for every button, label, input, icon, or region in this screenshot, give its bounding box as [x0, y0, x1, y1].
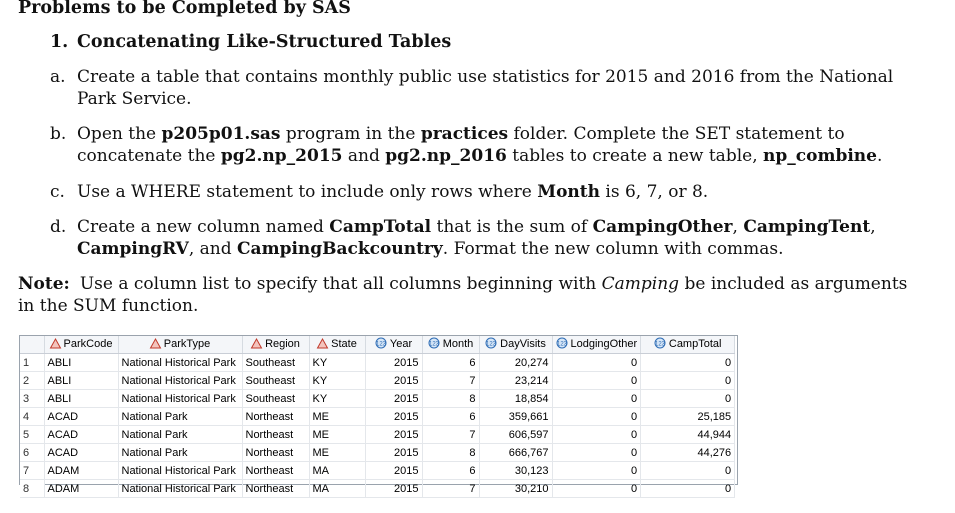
row-number: 6	[20, 444, 44, 462]
text-run: be included as arguments in the SUM function.	[18, 274, 908, 316]
step-b	[50, 123, 930, 167]
numeric-column-icon	[485, 337, 497, 352]
table-cell[interactable]: 6	[422, 354, 479, 372]
table-cell[interactable]: 7	[422, 480, 479, 498]
table-cell[interactable]: MA	[309, 462, 365, 480]
table-cell[interactable]: 0	[552, 372, 641, 390]
table-cell[interactable]: Southeast	[242, 390, 309, 408]
table-cell[interactable]: ME	[309, 444, 365, 462]
numeric-column-icon	[428, 337, 440, 352]
table-name-2016: pg2.np_2016	[385, 146, 507, 166]
text-run: , and	[188, 239, 238, 259]
step-d-text	[77, 216, 930, 260]
step-c-text	[77, 181, 930, 203]
svg-text:123: 123	[654, 341, 665, 348]
table-cell[interactable]: 44,276	[641, 444, 735, 462]
text-run: Use a WHERE statement to include only rows where	[77, 182, 538, 202]
table-cell[interactable]: 0	[552, 390, 641, 408]
table-cell[interactable]: 2015	[365, 408, 422, 426]
table-cell[interactable]: National Historical Park	[118, 390, 242, 408]
svg-text:123: 123	[486, 341, 497, 348]
table-cell[interactable]: 25,185	[641, 408, 735, 426]
table-cell[interactable]: ADAM	[44, 480, 118, 498]
character-column-icon	[251, 338, 262, 352]
table-cell[interactable]: 6	[422, 462, 479, 480]
table-row[interactable]	[20, 408, 735, 426]
table-cell[interactable]: Northeast	[242, 408, 309, 426]
table-cell[interactable]: 6	[422, 408, 479, 426]
table-cell[interactable]: Southeast	[242, 372, 309, 390]
table-cell[interactable]: 18,854	[479, 390, 552, 408]
table-cell[interactable]: 359,661	[479, 408, 552, 426]
table-row[interactable]	[20, 444, 735, 462]
table-cell[interactable]: 0	[552, 462, 641, 480]
column-name-campingother: CampingOther	[592, 217, 733, 237]
table-cell[interactable]: National Historical Park	[118, 480, 242, 498]
table-cell[interactable]: ABLI	[44, 372, 118, 390]
step-c	[50, 181, 930, 203]
column-name-campingtent: CampingTent	[743, 217, 871, 237]
column-name-campingrv: CampingRV	[77, 239, 189, 259]
row-number-header	[20, 336, 44, 354]
text-run: ,	[870, 217, 876, 237]
table-cell[interactable]: Northeast	[242, 480, 309, 498]
row-number: 8	[20, 480, 44, 498]
step-d-label: d.	[50, 217, 67, 237]
table-cell[interactable]: National Park	[118, 408, 242, 426]
row-number: 2	[20, 372, 44, 390]
row-number: 1	[20, 354, 44, 372]
row-number: 4	[20, 408, 44, 426]
page-title: Problems to be Completed by SAS	[18, 0, 351, 18]
filename-program: p205p01.sas	[161, 124, 281, 144]
table-cell[interactable]: 2015	[365, 426, 422, 444]
row-number: 7	[20, 462, 44, 480]
step-c-label: c.	[50, 182, 65, 202]
step-d	[50, 216, 930, 260]
character-column-icon	[50, 338, 61, 352]
table-cell[interactable]: 0	[552, 408, 641, 426]
step-a	[50, 66, 930, 110]
table-cell[interactable]: 2015	[365, 462, 422, 480]
column-header-dayvisits[interactable]: 123 DayVisits	[479, 336, 552, 354]
table-cell[interactable]: ME	[309, 426, 365, 444]
text-run: folder. Complete the SET statement to concatenate the	[77, 124, 845, 166]
camping-prefix: Camping	[601, 274, 680, 294]
row-number: 3	[20, 390, 44, 408]
table-cell[interactable]: 0	[552, 444, 641, 462]
header-row	[20, 336, 735, 354]
table-cell[interactable]: ME	[309, 408, 365, 426]
text-run: .	[876, 146, 883, 166]
data-grid	[19, 335, 738, 495]
table-cell[interactable]: National Historical Park	[118, 354, 242, 372]
table-cell[interactable]: 0	[552, 354, 641, 372]
table-cell[interactable]: 0	[552, 426, 641, 444]
text-run: that is the sum of	[431, 217, 593, 237]
table-cell[interactable]: KY	[309, 390, 365, 408]
table-cell[interactable]: 606,597	[479, 426, 552, 444]
table-cell[interactable]: 0	[641, 372, 735, 390]
row-number: 5	[20, 426, 44, 444]
table-cell[interactable]: National Historical Park	[118, 372, 242, 390]
note	[18, 273, 918, 317]
table-row[interactable]	[20, 390, 735, 408]
folder-name: practices	[420, 124, 509, 144]
svg-text:123: 123	[556, 341, 567, 348]
step-b-label: b.	[50, 124, 67, 144]
table-cell[interactable]: 666,767	[479, 444, 552, 462]
table-row[interactable]	[20, 426, 735, 444]
table-cell[interactable]: 2015	[365, 444, 422, 462]
table-cell[interactable]: Northeast	[242, 462, 309, 480]
table-cell[interactable]: ABLI	[44, 390, 118, 408]
table-cell[interactable]: Northeast	[242, 426, 309, 444]
table-cell[interactable]: National Historical Park	[118, 462, 242, 480]
table-cell[interactable]: KY	[309, 354, 365, 372]
table-cell[interactable]: MA	[309, 480, 365, 498]
svg-text:123: 123	[428, 341, 439, 348]
table-cell[interactable]: ACAD	[44, 408, 118, 426]
column-header-year[interactable]: 123 Year	[365, 336, 422, 354]
table-name-combine: np_combine	[763, 146, 877, 166]
column-header-month[interactable]: 123 Month	[422, 336, 479, 354]
section-heading	[50, 31, 451, 53]
column-header-region[interactable]: Region	[242, 336, 309, 354]
table-cell[interactable]: 20,274	[479, 354, 552, 372]
svg-text:123: 123	[375, 341, 386, 348]
table-cell[interactable]: Southeast	[242, 354, 309, 372]
table-cell[interactable]: ACAD	[44, 426, 118, 444]
table-cell[interactable]: 2015	[365, 480, 422, 498]
column-header-parktype[interactable]: ParkType	[118, 336, 242, 354]
table-cell[interactable]: 8	[422, 444, 479, 462]
text-run: ,	[732, 217, 744, 237]
numeric-column-icon	[654, 337, 666, 352]
table-cell[interactable]: 2015	[365, 354, 422, 372]
table-row[interactable]	[20, 372, 735, 390]
column-header-lodgingother[interactable]: 123 LodgingOther	[552, 336, 641, 354]
text-run: tables to create a new table,	[506, 146, 764, 166]
character-column-icon	[317, 338, 328, 352]
text-run: Use a column list to specify that all columns beginning with	[79, 274, 602, 294]
note-label: Note:	[18, 274, 70, 294]
step-a-text: Create a table that contains monthly public use statistics for 2015 and 2016 from the National Park Service.	[77, 67, 894, 109]
table-cell[interactable]: ABLI	[44, 354, 118, 372]
grid-body	[20, 354, 735, 498]
table-cell[interactable]: 0	[641, 390, 735, 408]
table-cell[interactable]: 2015	[365, 372, 422, 390]
table-cell[interactable]: National Park	[118, 444, 242, 462]
table-cell[interactable]: 44,944	[641, 426, 735, 444]
table-name-2015: pg2.np_2015	[220, 146, 343, 166]
table-cell[interactable]: 0	[641, 462, 735, 480]
table-cell[interactable]: ACAD	[44, 444, 118, 462]
table-cell[interactable]: 7	[422, 372, 479, 390]
text-run: Open the	[77, 124, 162, 144]
text-run: Create a new column named	[77, 217, 330, 237]
text-run: and	[342, 146, 386, 166]
section-title: Concatenating Like-Structured Tables	[77, 32, 452, 52]
column-header-parkcode[interactable]: ParkCode	[44, 336, 118, 354]
character-column-icon	[150, 338, 161, 352]
text-run: program in the	[280, 124, 421, 144]
table-cell[interactable]: Northeast	[242, 444, 309, 462]
table-row[interactable]	[20, 462, 735, 480]
table-cell[interactable]: 0	[641, 480, 735, 498]
numeric-column-icon	[556, 337, 568, 352]
table-cell[interactable]: 30,123	[479, 462, 552, 480]
column-name-campingbackcountry: CampingBackcountry	[237, 239, 443, 259]
step-b-text	[77, 123, 930, 167]
table-cell[interactable]: ADAM	[44, 462, 118, 480]
table-cell[interactable]: 7	[422, 426, 479, 444]
column-name-month: Month	[537, 182, 600, 202]
table-cell[interactable]: 2015	[365, 390, 422, 408]
table-cell[interactable]: 0	[552, 480, 641, 498]
step-a-label: a.	[50, 67, 66, 87]
table-cell[interactable]: KY	[309, 372, 365, 390]
table-cell[interactable]: National Park	[118, 426, 242, 444]
table-row[interactable]	[20, 480, 735, 498]
table-cell[interactable]: 30,210	[479, 480, 552, 498]
results-table	[20, 336, 735, 498]
column-header-state[interactable]: State	[309, 336, 365, 354]
table-cell[interactable]: 23,214	[479, 372, 552, 390]
column-name-camptotal: CampTotal	[329, 217, 432, 237]
numeric-column-icon	[375, 337, 387, 352]
section-number: 1.	[50, 32, 69, 52]
column-header-camptotal[interactable]: 123 CampTotal	[641, 336, 735, 354]
text-run: is 6, 7, or 8.	[600, 182, 709, 202]
text-run: . Format the new column with commas.	[442, 239, 784, 259]
table-cell[interactable]: 8	[422, 390, 479, 408]
table-row[interactable]	[20, 354, 735, 372]
table-cell[interactable]: 0	[641, 354, 735, 372]
